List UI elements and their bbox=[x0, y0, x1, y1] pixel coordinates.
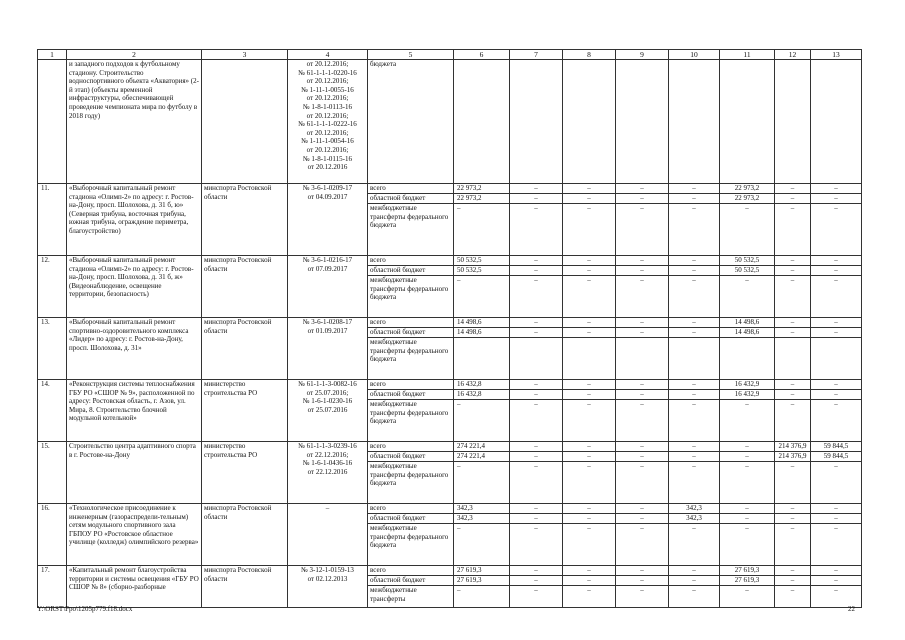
value-cell: – bbox=[616, 576, 669, 586]
value-cell: – bbox=[510, 576, 563, 586]
funding-source: межбюджетные трансферты федерального бюджета bbox=[368, 400, 454, 442]
value-cell: – bbox=[775, 504, 811, 514]
value-cell bbox=[563, 60, 616, 184]
value-cell: – bbox=[616, 194, 669, 204]
value-cell: – bbox=[720, 400, 775, 442]
value-cell: 22 973,2 bbox=[454, 194, 510, 204]
value-cell bbox=[510, 338, 563, 380]
value-cell: – bbox=[720, 514, 775, 524]
value-cell: – bbox=[669, 266, 720, 276]
value-cell: – bbox=[720, 524, 775, 566]
value-cell: – bbox=[510, 390, 563, 400]
object-name: «Капитальный ремонт благоустройства территории и системы освещения «ГБУ РО СШОР № 8» (сборно-разборные bbox=[67, 566, 202, 608]
column-number: 9 bbox=[616, 50, 669, 60]
value-cell: – bbox=[775, 586, 811, 608]
value-cell: – bbox=[669, 184, 720, 194]
value-cell: – bbox=[510, 266, 563, 276]
value-cell: – bbox=[616, 276, 669, 318]
file-path: Y:\ORST\Ppo\1205p779.f18.docx bbox=[37, 605, 133, 613]
value-cell: – bbox=[775, 380, 811, 390]
value-cell: 342,3 bbox=[669, 514, 720, 524]
value-cell: – bbox=[616, 266, 669, 276]
value-cell: 27 619,3 bbox=[454, 576, 510, 586]
value-cell bbox=[616, 338, 669, 380]
value-cell: – bbox=[454, 204, 510, 256]
value-cell: – bbox=[510, 442, 563, 452]
approval-docs: № 61-1-1-3-0082-16 от 25.07.2016; № 1-6-1-0230-16 от 25.07.2016 bbox=[288, 380, 368, 442]
responsible-ministry: минспорта Ростовской области bbox=[202, 566, 288, 608]
value-cell: 59 844,5 bbox=[811, 442, 862, 452]
value-cell: – bbox=[669, 442, 720, 452]
value-cell: – bbox=[669, 194, 720, 204]
value-cell: 342,3 bbox=[454, 514, 510, 524]
row-number: 11. bbox=[38, 184, 67, 256]
value-cell: 214 376,9 bbox=[775, 452, 811, 462]
column-number: 5 bbox=[368, 50, 454, 60]
responsible-ministry: министерство строительства РО bbox=[202, 442, 288, 504]
value-cell bbox=[720, 338, 775, 380]
responsible-ministry: министерство строительства РО bbox=[202, 380, 288, 442]
value-cell bbox=[454, 338, 510, 380]
approval-docs: № 3-12-1-0159-13 от 02.12.2013 bbox=[288, 566, 368, 608]
value-cell: 274 221,4 bbox=[454, 452, 510, 462]
value-cell: – bbox=[775, 462, 811, 504]
funding-source: областной бюджет bbox=[368, 514, 454, 524]
table-row bbox=[38, 566, 862, 576]
value-cell: – bbox=[811, 276, 862, 318]
funding-source: межбюджетные трансферты федерального бюджета bbox=[368, 204, 454, 256]
value-cell: – bbox=[510, 504, 563, 514]
row-number: 17. bbox=[38, 566, 67, 608]
value-cell: 342,3 bbox=[454, 504, 510, 514]
row-number: 13. bbox=[38, 318, 67, 380]
value-cell: – bbox=[720, 504, 775, 514]
funding-source: бюджета bbox=[368, 60, 454, 184]
value-cell: – bbox=[616, 442, 669, 452]
value-cell: – bbox=[811, 204, 862, 256]
value-cell: – bbox=[720, 462, 775, 504]
value-cell: – bbox=[775, 256, 811, 266]
value-cell: – bbox=[563, 576, 616, 586]
value-cell: – bbox=[510, 586, 563, 608]
funding-source: всего bbox=[368, 318, 454, 328]
value-cell: – bbox=[616, 462, 669, 504]
value-cell: – bbox=[669, 566, 720, 576]
column-number: 13 bbox=[811, 50, 862, 60]
value-cell: – bbox=[563, 380, 616, 390]
program-table bbox=[37, 49, 862, 608]
value-cell: 50 532,5 bbox=[454, 266, 510, 276]
document-page bbox=[37, 49, 861, 608]
value-cell: – bbox=[510, 276, 563, 318]
value-cell: – bbox=[775, 514, 811, 524]
value-cell: – bbox=[720, 442, 775, 452]
value-cell: 274 221,4 bbox=[454, 442, 510, 452]
object-name: и западного подходов к футбольному стадиону. Строительство водноспортивного объекта «Акватория» (2-й этап) (объекты временной инфраструктуры, обеспечивающей проведение чемпионата мира по футболу в 2018 году) bbox=[67, 60, 202, 184]
funding-source: межбюджетные трансферты федерального бюджета bbox=[368, 338, 454, 380]
funding-source: всего bbox=[368, 504, 454, 514]
value-cell: 50 532,5 bbox=[720, 266, 775, 276]
value-cell: 27 619,3 bbox=[454, 566, 510, 576]
value-cell: 214 376,9 bbox=[775, 442, 811, 452]
value-cell: – bbox=[669, 204, 720, 256]
value-cell: – bbox=[563, 452, 616, 462]
value-cell: – bbox=[669, 328, 720, 338]
column-number: 12 bbox=[775, 50, 811, 60]
funding-source: всего bbox=[368, 184, 454, 194]
value-cell: – bbox=[454, 524, 510, 566]
table-row bbox=[38, 60, 862, 184]
value-cell: 50 532,5 bbox=[720, 256, 775, 266]
value-cell: 22 973,2 bbox=[454, 184, 510, 194]
value-cell: – bbox=[510, 318, 563, 328]
value-cell: – bbox=[775, 524, 811, 566]
value-cell: – bbox=[563, 256, 616, 266]
approval-docs: от 20.12.2016; № 61-1-1-1-0220-16 от 20.12.2016; № 1-11-1-0055-16 от 20.12.2016; № 1-8-1-0113-16 от 20.12.2016; № 61-1-1-1-0222-16 от 20.12.2016; № 1-11-1-0054-16 от 20.12.2016; № 1-8-1-0115-16 от 20.12.2016 bbox=[288, 60, 368, 184]
value-cell: – bbox=[616, 256, 669, 266]
value-cell: – bbox=[775, 318, 811, 328]
value-cell: – bbox=[775, 194, 811, 204]
object-name: Строительство центра адаптивного спорта в г. Ростове-на-Дону bbox=[67, 442, 202, 504]
value-cell: – bbox=[563, 462, 616, 504]
value-cell: 342,3 bbox=[669, 504, 720, 514]
column-number: 2 bbox=[67, 50, 202, 60]
value-cell: – bbox=[775, 184, 811, 194]
value-cell: – bbox=[669, 400, 720, 442]
value-cell: – bbox=[616, 586, 669, 608]
value-cell: – bbox=[616, 318, 669, 328]
value-cell bbox=[669, 338, 720, 380]
responsible-ministry: минспорта Ростовской области bbox=[202, 256, 288, 318]
value-cell: – bbox=[510, 204, 563, 256]
funding-source: межбюджетные трансферты федерального бюджета bbox=[368, 462, 454, 504]
funding-source: всего bbox=[368, 566, 454, 576]
value-cell bbox=[775, 338, 811, 380]
value-cell: – bbox=[811, 256, 862, 266]
value-cell: – bbox=[811, 462, 862, 504]
value-cell: – bbox=[510, 380, 563, 390]
value-cell: – bbox=[775, 204, 811, 256]
value-cell: 16 432,9 bbox=[720, 380, 775, 390]
value-cell: – bbox=[669, 524, 720, 566]
value-cell: – bbox=[510, 256, 563, 266]
table-row bbox=[38, 442, 862, 452]
column-number: 1 bbox=[38, 50, 67, 60]
value-cell: – bbox=[669, 576, 720, 586]
value-cell: – bbox=[510, 524, 563, 566]
value-cell: – bbox=[563, 442, 616, 452]
value-cell: – bbox=[510, 184, 563, 194]
value-cell: – bbox=[616, 514, 669, 524]
funding-source: всего bbox=[368, 442, 454, 452]
funding-source: областной бюджет bbox=[368, 194, 454, 204]
column-number: 7 bbox=[510, 50, 563, 60]
value-cell: – bbox=[454, 586, 510, 608]
value-cell: 14 498,6 bbox=[720, 328, 775, 338]
value-cell: – bbox=[720, 452, 775, 462]
value-cell: – bbox=[775, 400, 811, 442]
value-cell: – bbox=[510, 328, 563, 338]
value-cell: – bbox=[811, 514, 862, 524]
responsible-ministry: минспорта Ростовской области bbox=[202, 318, 288, 380]
object-name: «Выборочный капитальный ремонт стадиона «Олимп-2» по адресу: г. Ростов-на-Дону, просп. Шолохова, д. 31 б, ю» (Северная трибуна, восточная трибуна, южная трибуна, ограждение периметра, благоустройство) bbox=[67, 184, 202, 256]
value-cell bbox=[454, 60, 510, 184]
value-cell: – bbox=[811, 318, 862, 328]
table-row bbox=[38, 380, 862, 390]
value-cell: – bbox=[563, 514, 616, 524]
column-number: 3 bbox=[202, 50, 288, 60]
value-cell: – bbox=[563, 266, 616, 276]
value-cell: – bbox=[811, 566, 862, 576]
value-cell: – bbox=[669, 318, 720, 328]
value-cell: – bbox=[811, 266, 862, 276]
value-cell: – bbox=[563, 276, 616, 318]
value-cell: – bbox=[811, 504, 862, 514]
responsible-ministry: минспорта Ростовской области bbox=[202, 504, 288, 566]
value-cell: 14 498,6 bbox=[454, 318, 510, 328]
value-cell: – bbox=[563, 204, 616, 256]
value-cell: – bbox=[616, 380, 669, 390]
value-cell: – bbox=[563, 400, 616, 442]
value-cell: – bbox=[563, 318, 616, 328]
row-number: 15. bbox=[38, 442, 67, 504]
column-number: 10 bbox=[669, 50, 720, 60]
funding-source: областной бюджет bbox=[368, 328, 454, 338]
object-name: «Выборочный капитальный ремонт стадиона «Олимп-2» по адресу: г. Ростов-на-Дону, просп. Шолохова, д. 31 б, ж» (Видеонаблюдение, освещение территории, безопасность) bbox=[67, 256, 202, 318]
value-cell: – bbox=[775, 266, 811, 276]
value-cell: – bbox=[669, 586, 720, 608]
value-cell: – bbox=[616, 390, 669, 400]
funding-source: всего bbox=[368, 380, 454, 390]
value-cell: 27 619,3 bbox=[720, 576, 775, 586]
value-cell: – bbox=[616, 328, 669, 338]
value-cell: – bbox=[811, 380, 862, 390]
value-cell bbox=[563, 338, 616, 380]
approval-docs: № 3-6-1-0209-17 от 04.09.2017 bbox=[288, 184, 368, 256]
value-cell: – bbox=[669, 390, 720, 400]
value-cell: – bbox=[669, 256, 720, 266]
column-number: 4 bbox=[288, 50, 368, 60]
object-name: «Реконструкция системы теплоснабжения ГБУ РО «СШОР № 9», расположенной по адресу: Ростовская область, г. Азов, ул. Мира, 8. Строительство блочной модульной котельной» bbox=[67, 380, 202, 442]
value-cell: 22 973,2 bbox=[720, 184, 775, 194]
value-cell: 50 532,5 bbox=[454, 256, 510, 266]
value-cell: – bbox=[454, 462, 510, 504]
value-cell bbox=[720, 60, 775, 184]
header-row bbox=[38, 50, 862, 60]
value-cell: – bbox=[563, 586, 616, 608]
value-cell: 16 432,9 bbox=[720, 390, 775, 400]
value-cell: 59 844,5 bbox=[811, 452, 862, 462]
value-cell: – bbox=[563, 184, 616, 194]
value-cell: – bbox=[454, 276, 510, 318]
value-cell: – bbox=[811, 194, 862, 204]
value-cell bbox=[669, 60, 720, 184]
value-cell: 16 432,8 bbox=[454, 390, 510, 400]
value-cell: – bbox=[510, 462, 563, 504]
responsible-ministry bbox=[202, 60, 288, 184]
value-cell: – bbox=[811, 586, 862, 608]
funding-source: областной бюджет bbox=[368, 390, 454, 400]
funding-source: областной бюджет bbox=[368, 266, 454, 276]
funding-source: межбюджетные трансферты федерального бюджета bbox=[368, 524, 454, 566]
funding-source: областной бюджет bbox=[368, 452, 454, 462]
value-cell: – bbox=[811, 390, 862, 400]
value-cell: – bbox=[616, 524, 669, 566]
value-cell: – bbox=[563, 524, 616, 566]
value-cell: – bbox=[669, 462, 720, 504]
value-cell: – bbox=[510, 194, 563, 204]
value-cell: 27 619,3 bbox=[720, 566, 775, 576]
approval-docs: – bbox=[288, 504, 368, 566]
value-cell: – bbox=[454, 400, 510, 442]
value-cell: – bbox=[616, 504, 669, 514]
value-cell: – bbox=[720, 204, 775, 256]
value-cell: – bbox=[510, 400, 563, 442]
responsible-ministry: минспорта Ростовской области bbox=[202, 184, 288, 256]
value-cell bbox=[510, 60, 563, 184]
value-cell: – bbox=[563, 504, 616, 514]
column-number: 6 bbox=[454, 50, 510, 60]
table-row bbox=[38, 504, 862, 514]
row-number bbox=[38, 60, 67, 184]
value-cell: – bbox=[720, 276, 775, 318]
value-cell: – bbox=[669, 276, 720, 318]
value-cell: – bbox=[510, 514, 563, 524]
value-cell: – bbox=[616, 184, 669, 194]
value-cell: – bbox=[811, 328, 862, 338]
value-cell: 14 498,6 bbox=[454, 328, 510, 338]
value-cell bbox=[775, 60, 811, 184]
value-cell: – bbox=[669, 380, 720, 390]
approval-docs: № 3-6-1-0216-17 от 07.09.2017 bbox=[288, 256, 368, 318]
column-number: 8 bbox=[563, 50, 616, 60]
page-number: 22 bbox=[848, 605, 855, 613]
funding-source: областной бюджет bbox=[368, 576, 454, 586]
funding-source: всего bbox=[368, 256, 454, 266]
funding-source: межбюджетные трансферты федерального бюджета bbox=[368, 276, 454, 318]
value-cell: – bbox=[616, 400, 669, 442]
value-cell: 16 432,8 bbox=[454, 380, 510, 390]
value-cell: – bbox=[510, 452, 563, 462]
value-cell: – bbox=[775, 390, 811, 400]
value-cell: – bbox=[775, 276, 811, 318]
value-cell: – bbox=[563, 390, 616, 400]
funding-source: межбюджетные трансферты bbox=[368, 586, 454, 608]
value-cell bbox=[811, 338, 862, 380]
value-cell: 14 498,6 bbox=[720, 318, 775, 328]
value-cell: – bbox=[669, 452, 720, 462]
row-number: 12. bbox=[38, 256, 67, 318]
value-cell bbox=[616, 60, 669, 184]
value-cell: – bbox=[616, 204, 669, 256]
row-number: 16. bbox=[38, 504, 67, 566]
value-cell: – bbox=[616, 566, 669, 576]
value-cell: – bbox=[563, 328, 616, 338]
value-cell: – bbox=[563, 194, 616, 204]
value-cell: – bbox=[510, 566, 563, 576]
table-row bbox=[38, 256, 862, 266]
value-cell bbox=[811, 60, 862, 184]
value-cell: – bbox=[775, 566, 811, 576]
value-cell: – bbox=[775, 576, 811, 586]
approval-docs: № 3-6-1-0208-17 от 01.09.2017 bbox=[288, 318, 368, 380]
approval-docs: № 61-1-1-3-0239-16 от 22.12.2016; № 1-6-1-0436-16 от 22.12.2016 bbox=[288, 442, 368, 504]
value-cell: 22 973,2 bbox=[720, 194, 775, 204]
value-cell: – bbox=[811, 184, 862, 194]
object-name: «Технологическое присоединение к инженерным (газораспредели-тельным) сетям модульного спортивного зала ГБПОУ РО «Ростовское областное училище (колледж) олимпийского резерва» bbox=[67, 504, 202, 566]
column-number: 11 bbox=[720, 50, 775, 60]
value-cell: – bbox=[811, 400, 862, 442]
row-number: 14. bbox=[38, 380, 67, 442]
value-cell: – bbox=[563, 566, 616, 576]
table-row bbox=[38, 318, 862, 328]
value-cell: – bbox=[616, 452, 669, 462]
table-row bbox=[38, 184, 862, 194]
value-cell: – bbox=[811, 524, 862, 566]
object-name: «Выборочный капитальный ремонт спортивно-оздоровительного комплекса «Лидер» по адресу: г. Ростов-на-Дону, просп. Шолохова, д. 31» bbox=[67, 318, 202, 380]
value-cell: – bbox=[811, 576, 862, 586]
value-cell: – bbox=[720, 586, 775, 608]
value-cell: – bbox=[775, 328, 811, 338]
